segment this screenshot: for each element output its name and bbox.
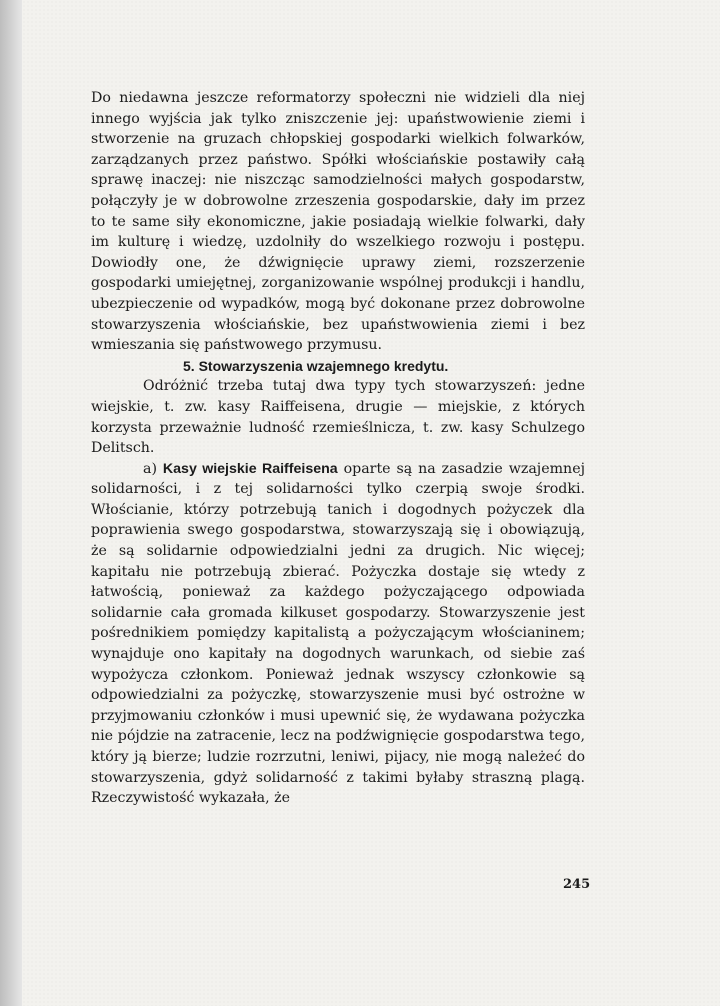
raiffeisen-term: Kasy wiejskie Raiffeisena [162,460,338,477]
section-heading: 5. Stowarzyszenia wzajemnego kredytu. [183,357,449,374]
page-left-edge [0,0,22,1006]
raiffeisen-text: oparte są na zasadzie wzajemnej solidarności, i z tej solidarności tylko czerpią swoje środki. Włościanie, którzy potrzebują tanich i dogodnych pożyczek dla poprawienia swego gospodarstwa, stowarzyszają się i obowiązują, że są solidarnie odpowiedzialni jedni za drugich. Nic więcej; kapitału nie potrzebują zbierać. Pożyczka dostaje się wtedy z łatwością, ponieważ za każdego pożyczającego odpowiada solidarnie cała gromada kilkuset gospodarzy. Stowarzyszenie jest pośrednikiem pomiędzy kapitalistą a pożyczającym włościaninem; wynajduje ono kapitały na dogodnych warunkach, od siebie zaś wypożycza członkom. Ponieważ jednak wszyscy członkowie są odpowiedzialni za pożyczkę, stowarzyszenie musi być ostrożne w przyjmowaniu członków i musi upewnić się, że wydawana pożyczka nie pójdzie na zatracenie, lecz na podźwignięcie gospodarstwa tego, który ją bierze; ludzie rozrzutni, leniwi, pijacy, nie mogą należeć do stowarzyszenia, gdyż solidarność z takimi byłaby straszną plagą. Rzeczywistość wykazała, że [91,460,585,807]
page-text-block [91,88,585,809]
raiffeisen-prefix: a) [143,460,163,477]
raiffeisen-paragraph [91,459,585,809]
intro-paragraph: Do niedawna jeszcze reformatorzy społeczni nie widzieli dla niej innego wyjścia jak tylko zniszczenie jej: upaństwowienie ziemi i stworzenie na gruzach chłopskiej gospodarki wielkich folwarków, zarządzanych przez państwo. Spółki włościańskie postawiły całą sprawę inaczej: nie niszcząc samodzielności małych gospodarstw, połączyły je w dobrowolne zrzeszenia gospodarskie, dały im przez to te same siły ekonomiczne, jakie posiadają wielkie folwarki, dały im kulturę i wiedzę, uzdolniły do wszelkiego rozwoju i postępu. Dowiodły one, że dźwignięcie uprawy ziemi, rozszerzenie gospodarki umiejętnej, zorganizowanie wspólnej produkcji i handlu, ubezpieczenie od wypadków, mogą być dokonane przez dobrowolne stowarzyszenia włościańskie, bez upaństwowienia ziemi i bez wmieszania się państwowego przymusu. [91,90,585,354]
types-paragraph: Odróżnić trzeba tutaj dwa typy tych stowarzyszeń: jedne wiejskie, t. zw. kasy Raiffeisena, drugie — miejskie, z których korzysta przeważnie ludność rzemieślnicza, t. zw. kasy Schulzego Delitsch. [91,378,585,457]
page-number: 245 [563,877,591,892]
